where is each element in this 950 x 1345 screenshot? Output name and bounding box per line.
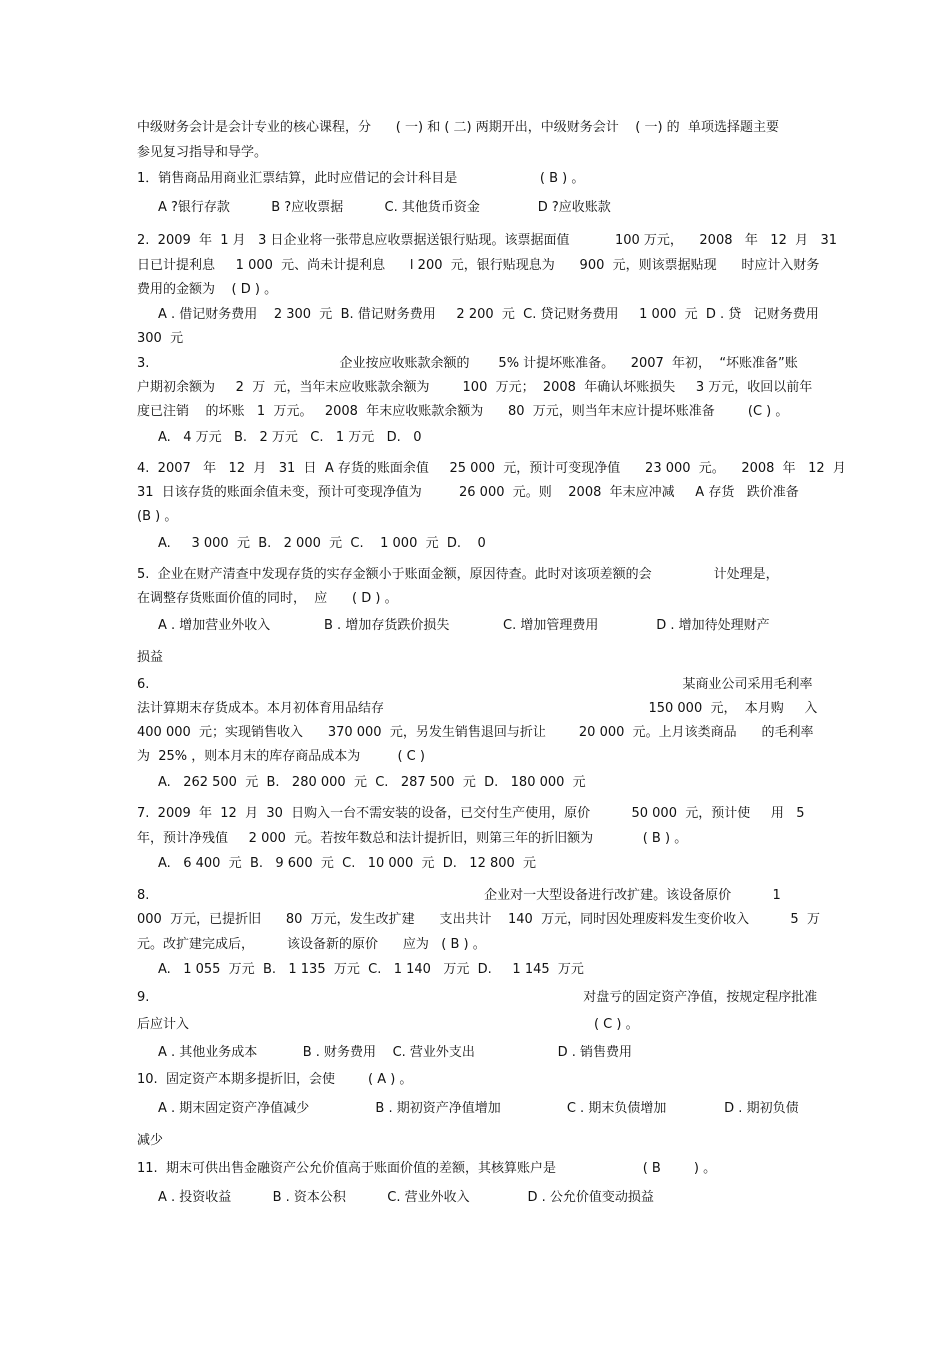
question-6-options: A. 262 500 元 B. 280 000 元 C. 287 500 元 D. 180 000 元 [158,775,586,790]
intro-line-2: 参见复习指导和导学。 [137,145,268,160]
question-2-stem-line-2: 日已计提利息 1 000 元、尚未计提利息 l 200 元，银行贴现息为 900 元，则该票据贴现 时应计入财务 [137,258,820,273]
question-2-stem-line-1: 2. 2009 年 1 月 3 日企业将一张带息应收票据送银行贴现。该票据面值 100 万元， 2008 年 12 月 31 [137,233,838,248]
question-6-stem-line-4: 为 25% ，则本月末的库存商品成本为 ( C ) [137,749,425,764]
question-5-stem-line-2: 在调整存货账面价值的同时， 应 ( D ) 。 [137,591,398,606]
question-11-stem: 11. 期末可供出售金融资产公允价值高于账面价值的差额，其核算账户是 ( B ) 。 [137,1161,717,1176]
question-3-stem-line-1: 3. 企业按应收账款余额的 5% 计提坏账准备。 2007 年初， “坏账准备”账 [137,356,798,371]
question-7-stem-line-1: 7. 2009 年 12 月 30 日购入一台不需安装的设备，已交付生产使用，原价 50 000 元，预计使 用 5 [137,806,805,821]
intro-line-1: 中级财务会计是会计专业的核心课程，分 ( 一) 和 ( 二) 两期开出，中级财务会计 ( 一) 的 单项选择题主要 [137,120,779,135]
question-9-stem-line-2: 后应计入 ( C ) 。 [137,1017,639,1032]
question-2-options-line-1: A . 借记财务费用 2 300 元 B. 借记财务费用 2 200 元 C. 贷记财务费用 1 000 元 D . 贷 记财务费用 [158,307,819,322]
question-2-stem-line-3: 费用的金额为 ( D ) 。 [137,282,278,297]
question-5-stem-line-1: 5. 企业在财产清查中发现存货的实存金额小于账面金额，原因待查。此时对该项差额的会 计处理是， [137,567,779,582]
question-7-options: A. 6 400 元 B. 9 600 元 C. 10 000 元 D. 12 800 元 [158,856,537,871]
question-9-options: A . 其他业务成本 B . 财务费用 C. 营业外支出 D . 销售费用 [158,1045,632,1060]
question-5-options-line-2: 损益 [137,650,164,665]
question-2-options-line-2: 300 元 [137,331,184,346]
question-4-options: A. 3 000 元 B. 2 000 元 C. 1 000 元 D. 0 [158,536,486,551]
question-10-options-line-1: A . 期末固定资产净值减少 B . 期初资产净值增加 C . 期末负债增加 D . 期初负债 [158,1101,799,1116]
question-10-stem: 10. 固定资产本期多提折旧，会使 ( A ) 。 [137,1072,413,1087]
question-4-stem-line-1: 4. 2007 年 12 月 31 日 A 存货的账面余值 25 000 元，预计可变现净值 23 000 元。 2008 年 12 月 [137,461,846,476]
question-4-stem-line-2: 31 日该存货的账面余值未变，预计可变现净值为 26 000 元。则 2008 年末应冲减 A 存货 跌价准备 [137,485,799,500]
question-1-options: A ?银行存款 B ?应收票据 C. 其他货币资金 D ?应收账款 [158,200,611,215]
question-8-options: A. 1 055 万元 B. 1 135 万元 C. 1 140 万元 D. 1 145 万元 [158,962,584,977]
question-1-stem: 1．销售商品用商业汇票结算，此时应借记的会计科目是 ( B ) 。 [137,171,585,186]
question-6-stem-line-1: 6. 某商业公司采用毛利率 [137,677,813,692]
question-7-stem-line-2: 年，预计净残值 2 000 元。若按年数总和法计提折旧，则第三年的折旧额为 ( B ) 。 [137,831,688,846]
question-6-stem-line-3: 400 000 元；实现销售收入 370 000 元，另发生销售退回与折让 20 000 元。上月该类商品 的毛利率 [137,725,814,740]
question-4-stem-line-3: (B ) 。 [137,509,178,524]
question-6-stem-line-2: 法计算期末存货成本。本月初体育用品结存 150 000 元， 本月购 入 [137,701,818,716]
question-8-stem-line-2: 000 万元，已提折旧 80 万元，发生改扩建 支出共计 140 万元，同时因处理废料发生变价收入 5 万 [137,912,820,927]
question-10-options-line-2: 减少 [137,1133,164,1148]
question-5-options-line-1: A . 增加营业外收入 B . 增加存货跌价损失 C. 增加管理费用 D . 增加待处理财产 [158,618,770,633]
question-9-stem-line-1: 9. 对盘亏的固定资产净值，按规定程序批准 [137,990,818,1005]
question-8-stem-line-1: 8. 企业对一大型设备进行改扩建。该设备原价 1 [137,888,781,903]
question-11-options: A . 投资收益 B . 资本公积 C. 营业外收入 D . 公允价值变动损益 [158,1190,654,1205]
question-3-stem-line-2: 户期初余额为 2 万 元，当年末应收账款余额为 100 万元； 2008 年确认坏账损失 3 万元，收回以前年 [137,380,813,395]
question-8-stem-line-3: 元。改扩建完成后， 该设备新的原价 应为 ( B ) 。 [137,937,486,952]
question-3-options: A. 4 万元 B. 2 万元 C. 1 万元 D. 0 [158,430,422,445]
question-3-stem-line-3: 度已注销 的坏账 1 万元。 2008 年末应收账款余额为 80 万元，则当年末应计提坏账准备 (C ) 。 [137,404,789,419]
